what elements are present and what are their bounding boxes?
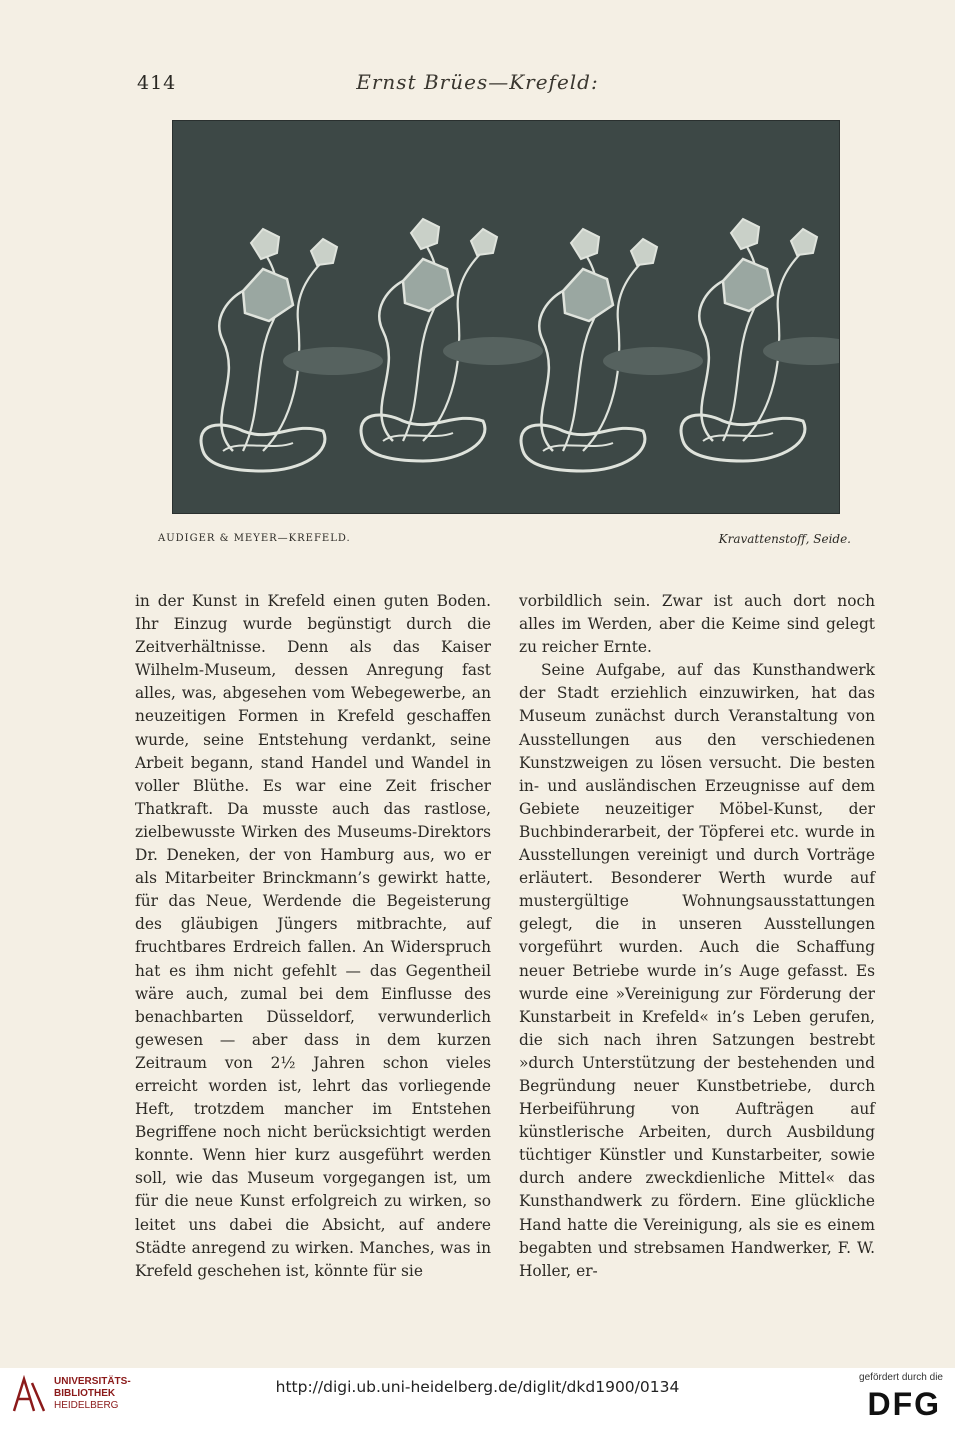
paragraph: vorbildlich sein. Zwar ist auch dort noch alles im Werden, aber die Keime sind gelegt zu reicher Ernte. (519, 592, 875, 657)
pattern-repeat-4 (681, 219, 839, 461)
pattern-repeat-2 (361, 219, 543, 461)
library-line-3: HEIDELBERG (54, 1400, 119, 1411)
figure-caption-title: Kravattenstoff, Seide. (718, 532, 851, 546)
text-column-right (519, 590, 875, 1283)
pattern-repeat-3 (521, 229, 703, 471)
paragraph: in der Kunst in Krefeld einen guten Boden. Ihr Einzug wurde begünstigt durch die Zeitverhältnisse. Denn als das Kaiser Wilhelm-Museum, dessen Anregung fast alles, was, abgesehen vom Webegewerbe, an neuzeitigen Formen in Krefeld geschaffen wurde, seine Entstehung verdankt, seine Arbeit begann, stand Handel und Wandel in voller Blüthe. Es war eine Zeit frischer Thatkraft. Da musste auch das rastlose, zielbewusste Wirken des Museums-Direktors Dr. Deneken, der von Hamburg aus, wo er als Mitarbeiter Brinckmann’s gewirkt hatte, für das Neue, Werdende die Begeisterung des gläubigen Jüngers mitbrachte, auf fruchtbares Erdreich fallen. An Widerspruch hat es ihm nicht gefehlt — das Gegentheil wäre auch, zumal bei dem Einflusse des benachbarten Düsseldorf, verwunderlich gewesen — aber dass in dem kurzen Zeitraum von 2½ Jahren schon vieles erreicht worden ist, lehrt das vorliegende Heft, trotzdem mancher im Entstehen Begriffene noch nicht berücksichtigt werden konnte. Wenn hier kurz ausgeführt werden soll, wie das Museum vorgegangen ist, um für die neue Kunst erfolgreich zu wirken, so leitet uns dabei die Absicht, auf andere Städte anregend zu wirken. Manches, was in Krefeld geschehen ist, könnte für sie (135, 592, 491, 1280)
library-line-1: UNIVERSITÄTS- (54, 1376, 131, 1387)
paragraph: Seine Aufgabe, auf das Kunsthandwerk der Stadt erziehlich einzuwirken, hat das Museum zunächst durch Veranstaltung von Ausstellungen aus den verschiedenen Kunstzweigen zu lösen versucht. Die besten in- und ausländischen Erzeugnisse auf dem Gebiete neuzeitiger Möbel-Kunst, der Buchbinderarbeit, der Töpferei etc. wurde in Ausstellungen vereinigt und durch Vorträge erläutert. Besonderer Werth wurde auf mustergültige Wohnungsausstattungen gelegt, die in unseren Ausstellungen vorgeführt wurden. Auch die Schaffung neuer Betriebe wurde in’s Auge gefasst. Es wurde eine »Vereinigung zur Förderung der Kunstarbeit in Krefeld« in’s Leben gerufen, die sich nach ihren Satzungen bestrebt »durch Unterstützung der bestehenden und Begründung neuer Kunstbetriebe, durch Herbeiführung von Aufträgen auf künstlerische Arbeiten, durch Ausbildung tüchtiger Künstler und Kunstarbeiter, sowie durch andere zweckdienliche Mittel« das Kunsthandwerk zu fördern. Eine glückliche Hand hatte die Vereinigung, als sie es einem begabten und strebsamen Handwerker, F. W. Holler, er- (519, 661, 875, 1280)
funder-note: gefördert durch die (859, 1372, 943, 1383)
pattern-repeat-1 (201, 229, 383, 471)
source-url-link[interactable]: http://digi.ub.uni-heidelberg.de/diglit/dkd1900/0134 (275, 1378, 680, 1396)
figure-caption-maker: AUDIGER & MEYER—KREFELD. (158, 533, 351, 544)
page-number: 414 (137, 72, 177, 94)
library-line-2: BIBLIOTHEK (54, 1388, 116, 1399)
flower-pattern-illustration (173, 121, 839, 513)
running-head: Ernst Brües—Krefeld: (356, 70, 599, 94)
textile-plate (172, 120, 840, 514)
dfg-logo: DFG (867, 1386, 941, 1422)
text-column-left (135, 590, 491, 1283)
